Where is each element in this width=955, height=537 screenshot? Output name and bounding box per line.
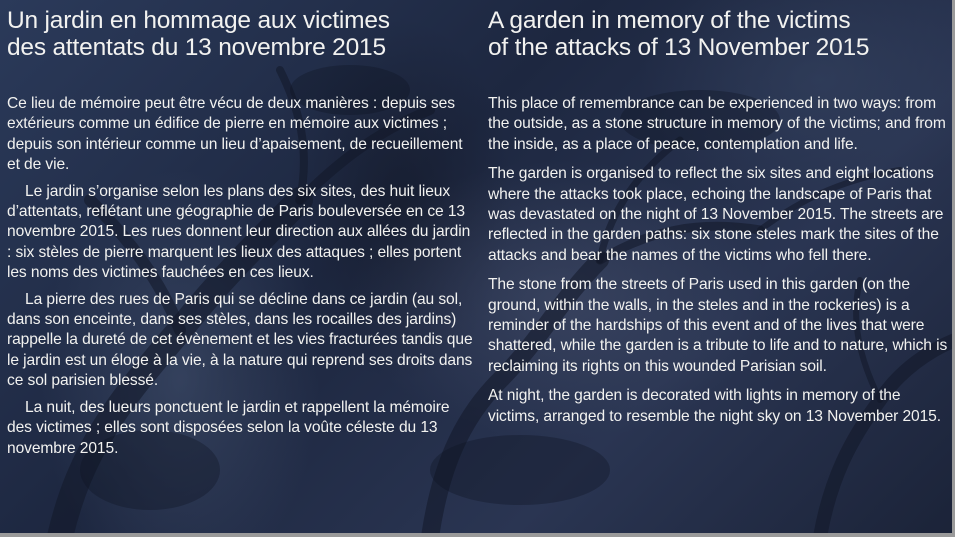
english-column <box>488 0 950 425</box>
french-paragraph-1: Ce lieu de mémoire peut être vécu de deux manières : depuis ses extérieurs comme un édifice de pierre en mémoire aux victimes ; depuis son intérieur comme un lieu d’apaisement, de recueillement et de vie. <box>7 95 463 174</box>
english-title-line-2: of the attacks of 13 November 2015 <box>488 34 870 61</box>
french-paragraph-3: La pierre des rues de Paris qui se décline dans ce jardin (au sol, dans son enceinte, dans ses stèles, dans les rocailles des jardins) rappelle la dureté de cet évènement et les vies fracturées tandis que le jardin est un éloge à la vie, à la nature qui reprend ses droits dans ce sol parisien blessé. <box>7 290 473 390</box>
english-paragraph-4: At night, the garden is decorated with lights in memory of the victims, arranged to resemble the night sky on 13 November 2015. <box>488 387 941 425</box>
english-body <box>488 94 950 427</box>
english-paragraph-1: This place of remembrance can be experienced in two ways: from the outside, as a stone structure in memory of the victims; and from the inside, as a place of peace, contemplation and life. <box>488 95 946 153</box>
english-title-line-1: A garden in memory of the victims <box>488 7 851 34</box>
french-title-line-2: des attentats du 13 novembre 2015 <box>7 34 386 61</box>
french-paragraph-4: La nuit, des lueurs ponctuent le jardin et rappellent la mémoire des victimes ; elles sont disposées selon la voûte céleste du 13 novembre 2015. <box>7 398 450 457</box>
french-paragraph-2: Le jardin s’organise selon les plans des six sites, des huit lieux d’attentats, reflétant une géographie de Paris bouleversée en ce 13 novembre 2015. Les rues donnent leur direction aux allées du jardin : six stèles de pierre marquent les lieux des attaques ; elles portent les noms des victimes fauchées en ces lieux. <box>7 182 471 282</box>
english-paragraph-2: The garden is organised to reflect the six sites and eight locations where the attacks took place, echoing the landscape of Paris that was devastated on the night of 13 November 2015. The streets are reflected in the garden paths: six stone steles mark the sites of the attacks and bear the names of the victims who fell there. <box>488 165 944 264</box>
french-title-line-1: Un jardin en hommage aux victimes <box>7 7 390 34</box>
french-title <box>7 0 477 61</box>
english-title <box>488 0 950 61</box>
french-column <box>7 0 477 457</box>
french-body <box>7 94 477 459</box>
english-paragraph-3: The stone from the streets of Paris used in this garden (on the ground, within the walls, in the steles and in the rockeries) is a reminder of the hardships of this event and of the lives that were shattered, while the garden is a tribute to life and to nature, which is reclaiming its rights on this wounded Parisian soil. <box>488 276 948 375</box>
